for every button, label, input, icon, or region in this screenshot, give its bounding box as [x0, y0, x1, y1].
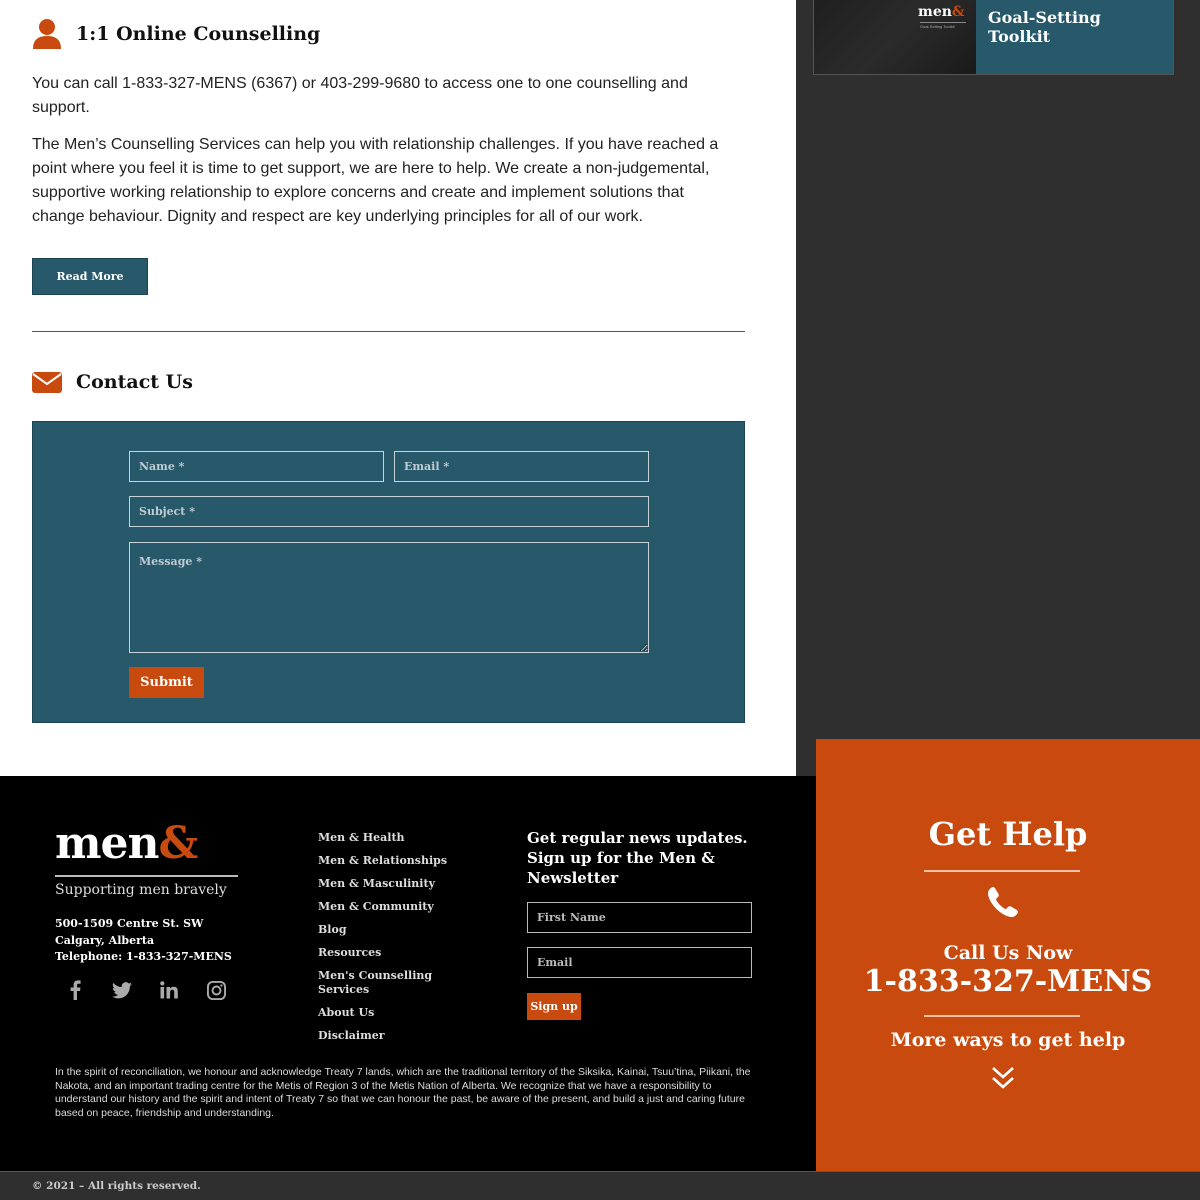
counselling-heading	[32, 18, 320, 50]
more-ways-link[interactable]: More ways to get help	[890, 1029, 1126, 1051]
help-phone-number[interactable]: 1-833-327-MENS	[863, 964, 1153, 999]
toolkit-title[interactable]: Goal-Setting Toolkit	[976, 0, 1173, 74]
help-divider-top	[924, 870, 1080, 872]
email-field[interactable]	[394, 451, 649, 482]
counselling-title: 1:1 Online Counselling	[76, 23, 321, 45]
contact-form	[32, 421, 745, 723]
counselling-description: The Men’s Counselling Services can help you with relationship challenges. If you have reached a point where you feel it is time to get support, we are here to help. We create a non-judgemental, supportive working relationship to explore concerns and create and implement solutions that change behaviour. Dignity and respect are key underlying principles for all of our work.	[32, 136, 719, 225]
subject-field[interactable]	[129, 496, 649, 527]
newsletter-title: Get regular news updates. Sign up for the Men & Newsletter	[527, 829, 748, 887]
footer-link-about-us[interactable]: About Us	[318, 1006, 375, 1019]
address-telephone: Telephone: 1-833-327-MENS	[55, 950, 232, 963]
contact-heading	[32, 370, 193, 394]
footer-link-men-community[interactable]: Men & Community	[318, 900, 434, 913]
contact-title: Contact Us	[76, 371, 193, 393]
footer-link-blog[interactable]: Blog	[318, 923, 347, 936]
envelope-icon	[32, 370, 62, 394]
call-us-now-label: Call Us Now	[943, 942, 1073, 964]
logo-tagline: Supporting men bravely	[55, 882, 227, 898]
get-help-title: Get Help	[928, 815, 1088, 853]
footer-logo[interactable]: men&	[55, 818, 198, 869]
message-field[interactable]	[129, 542, 649, 653]
footer	[0, 776, 816, 1171]
address-line-2: Calgary, Alberta	[55, 933, 155, 947]
social-links	[63, 978, 228, 1002]
facebook-icon[interactable]	[63, 978, 87, 1002]
user-icon	[32, 18, 62, 50]
footer-link-counselling-services[interactable]: Men's Counselling Services	[318, 969, 433, 996]
footer-link-men-health[interactable]: Men & Health	[318, 831, 405, 844]
phone-icon[interactable]	[984, 885, 1020, 921]
read-more-button[interactable]: Read More	[32, 258, 148, 295]
toolkit-logo-sub: Goal-Setting Toolkit	[920, 24, 955, 29]
goal-setting-toolkit-banner[interactable]	[813, 0, 1174, 75]
newsletter-email-field[interactable]	[527, 947, 752, 978]
footer-link-men-masculinity[interactable]: Men & Masculinity	[318, 877, 435, 890]
copyright-text: © 2021 – All rights reserved.	[32, 1180, 201, 1192]
submit-button[interactable]: Submit	[129, 667, 204, 698]
double-chevron-down-icon[interactable]	[990, 1065, 1016, 1091]
toolkit-thumbnail	[814, 0, 976, 74]
footer-link-resources[interactable]: Resources	[318, 946, 382, 959]
twitter-icon[interactable]	[110, 978, 134, 1002]
counselling-phone-text: You can call 1-833-327-MENS (6367) or 403-299-9680 to access one to one counselling and support.	[32, 75, 688, 116]
first-name-field[interactable]	[527, 902, 752, 933]
logo-rule	[55, 875, 238, 877]
help-divider-bottom	[924, 1015, 1080, 1017]
footer-link-disclaimer[interactable]: Disclaimer	[318, 1029, 385, 1042]
footer-nav	[318, 831, 448, 1052]
sidebar	[796, 0, 1200, 776]
linkedin-icon[interactable]	[157, 978, 181, 1002]
toolkit-logo: men&	[918, 4, 965, 20]
instagram-icon[interactable]	[204, 978, 228, 1002]
footer-link-men-relationships[interactable]: Men & Relationships	[318, 854, 448, 867]
name-field[interactable]	[129, 451, 384, 482]
land-acknowledgement: In the spirit of reconciliation, we honour and acknowledge Treaty 7 lands, which are the traditional territory of the Siksika, Kainai, Tsuu’tina, Piikani, the Nakota, and an important trading centre for the Metis of Region 3 of the Metis Nation of Alberta. We recognize that we have a responsibility to understand our history and the spirit and intent of Treaty 7 so that we can honour the past, be aware of the present, and build a just and caring future based on peace, friendship and understanding.	[55, 1066, 751, 1119]
signup-button[interactable]: Sign up	[527, 993, 581, 1020]
footer-address	[55, 916, 232, 966]
get-help-panel	[816, 739, 1200, 1171]
address-line-1: 500-1509 Centre St. SW	[55, 917, 204, 930]
copyright-bar	[0, 1171, 1200, 1200]
section-divider	[32, 331, 745, 332]
